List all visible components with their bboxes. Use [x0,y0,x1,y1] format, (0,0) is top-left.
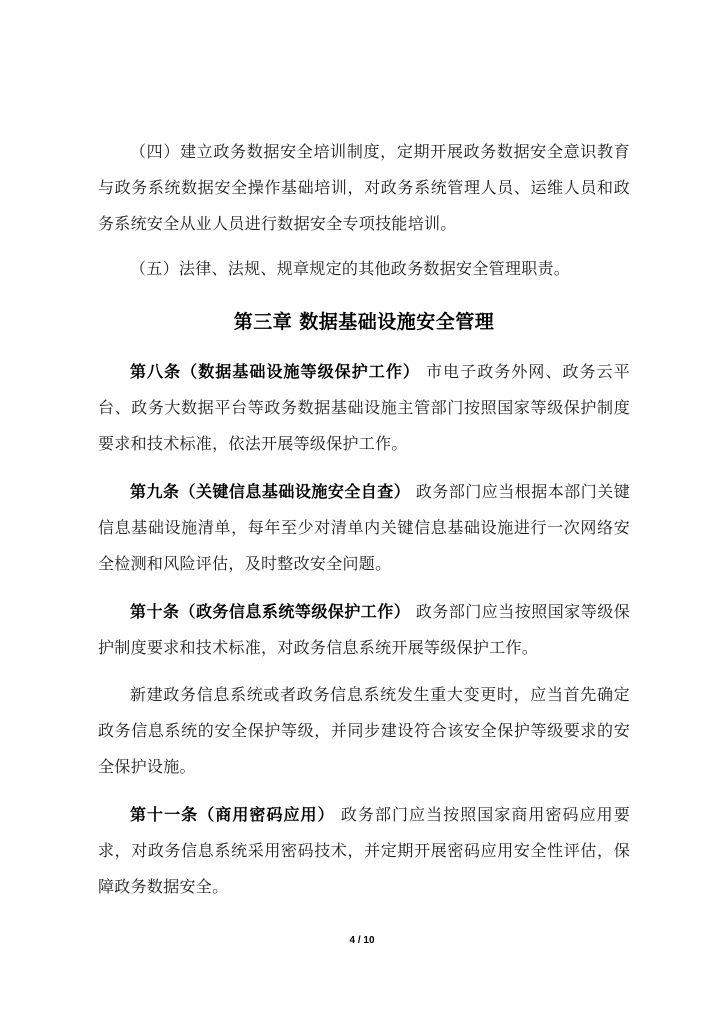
article-9 [98,474,630,582]
paragraph-other-duties [98,251,630,287]
article-text: 政务部门应当根据本部门关键信息基础设施清单，每年至少对清单内关键信息基础设施进行一次网络安全检测和风险评估，及时整改安全问题。 [98,482,630,573]
article-heading: 第九条（关键信息基础设施安全自查） [130,482,411,501]
chapter-title: 第三章 数据基础设施安全管理 [233,311,495,333]
article-heading: 第八条（数据基础设施等级保护工作） [130,362,420,381]
paragraph-text: （四）建立政务数据安全培训制度，定期开展政务数据安全意识教育与政务系统数据安全操作基础培训，对政务系统管理人员、运维人员和政务系统安全从业人员进行数据安全专项技能培训。 [98,142,630,233]
paragraph-text: 新建政务信息系统或者政务信息系统发生重大变更时，应当首先确定政务信息系统的安全保护等级，并同步建设符合该安全保护等级要求的安全保护设施。 [98,685,630,776]
article-text: 政务部门应当按照国家商用密码应用要求，对政务信息系统采用密码技术，并定期开展密码应用安全性评估，保障政务数据安全。 [98,805,631,896]
paragraph-training-system [98,134,630,242]
article-text: 政务部门应当按照国家等级保护制度要求和技术标准，对政务信息系统开展等级保护工作。 [98,602,630,657]
article-10 [98,594,630,666]
article-heading: 第十条（政务信息系统等级保护工作） [130,602,411,621]
article-11 [98,797,630,905]
article-heading: 第十一条（商用密码应用） [130,805,335,824]
paragraph-new-system [98,677,630,785]
page-number: 4 / 10 [349,935,375,946]
article-8 [98,354,630,462]
article-text: 市电子政务外网、政务云平台、政务大数据平台等政务数据基础设施主管部门按照国家等级保护制度要求和技术标准，依法开展等级保护工作。 [98,362,630,453]
paragraph-text: （五）法律、法规、规章规定的其他政务数据安全管理职责。 [130,259,571,278]
